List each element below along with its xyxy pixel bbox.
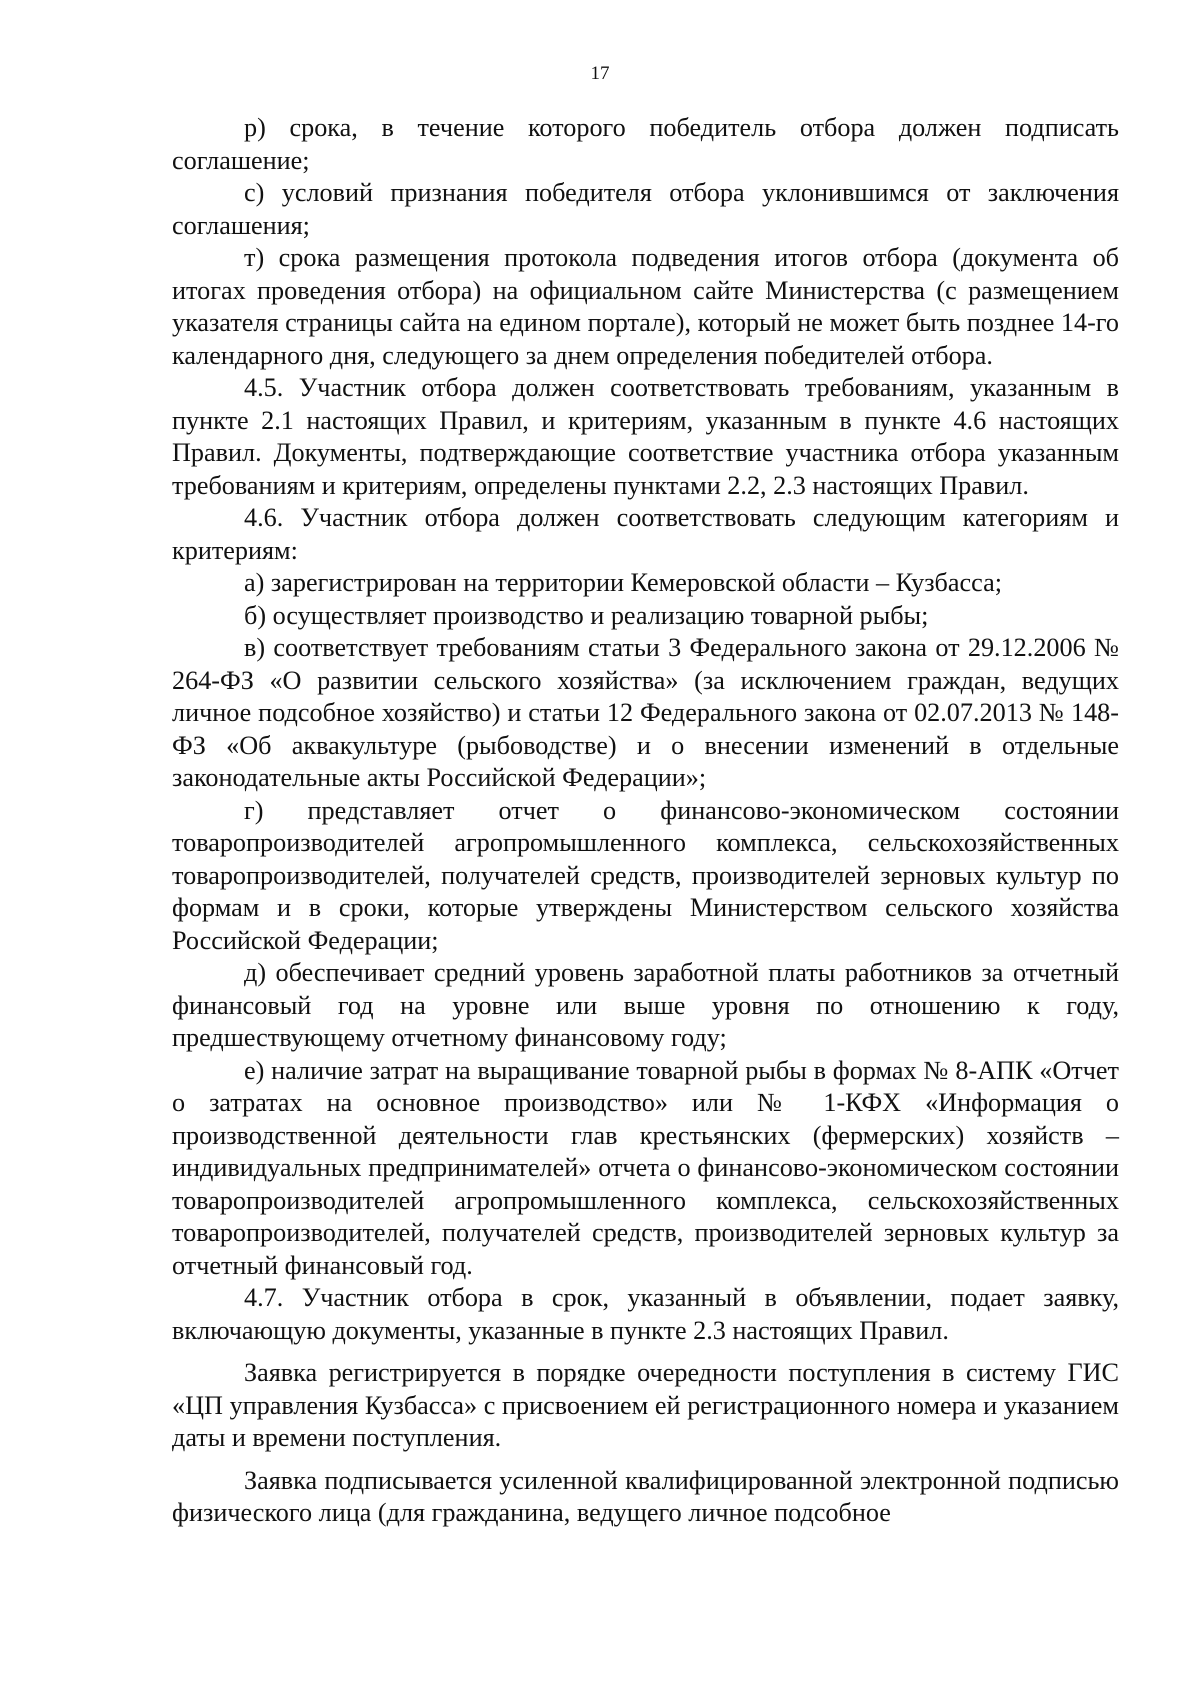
paragraph-g: г) представляет отчет о финансово-экономическом состоянии товаропроизводителей агропромышленного комплекса, сельскохозяйственных товаропроизводителей, получателей средств, производителей зерновых культур по формам и в сроки, которые утверждены Министерством сельского хозяйства Российской Федерации; [172,795,1119,955]
page-number: 17 [590,63,610,84]
paragraph-s: с) условий признания победителя отбора уклонившимся от заключения соглашения; [172,178,1119,240]
paragraph-registration: Заявка регистрируется в порядке очередности поступления в систему ГИС «ЦП управления Кузбасса» с присвоением ей регистрационного номера и указанием даты и времени поступления. [172,1358,1119,1452]
paragraph-4-7: 4.7. Участник отбора в срок, указанный в объявлении, подает заявку, включающую документы, указанные в пункте 2.3 настоящих Правил. [172,1283,1119,1345]
paragraph-a: а) зарегистрирован на территории Кемеровской области – Кузбасса; [244,568,1002,597]
paragraph-4-5: 4.5. Участник отбора должен соответствовать требованиям, указанным в пункте 2.1 настоящих Правил, и критериям, указанным в пункте 4.6 настоящих Правил. Документы, подтверждающие соответствие участника отбора указанным требованиям и критериям, определены пунктами 2.2, 2.3 настоящих Правил. [172,373,1119,500]
paragraph-d: д) обеспечивает средний уровень заработной платы работников за отчетный финансовый год на уровне или выше уровня по отношению к году, предшествующему отчетному финансовому году; [172,958,1119,1052]
paragraph-v: в) соответствует требованиям статьи 3 Федерального закона от 29.12.2006 № 264-ФЗ «О развитии сельского хозяйства» (за исключением граждан, ведущих личное подсобное хозяйство) и статьи 12 Федерального закона от 02.07.2013 № 148-ФЗ «Об аквакультуре (рыбоводстве) и о внесении изменений в отдельные законодательные акты Российской Федерации»; [172,633,1119,792]
paragraph-signature: Заявка подписывается усиленной квалифицированной электронной подписью физического лица (для гражданина, ведущего личное подсобное [172,1465,1119,1527]
paragraph-r: р) срока, в течение которого победитель отбора должен подписать соглашение; [172,113,1119,175]
paragraph-e: е) наличие затрат на выращивание товарной рыбы в формах № 8-АПК «Отчет о затратах на основное производство» или № 1-КФХ «Информация о производственной деятельности глав крестьянских (фермерских) хозяйств – индивидуальных предпринимателей» отчета о финансово-экономическом состоянии товаропроизводителей агропромышленного комплекса, сельскохозяйственных товаропроизводителей, получателей средств, производителей зерновых культур за отчетный финансовый год. [172,1055,1119,1280]
paragraph-4-6: 4.6. Участник отбора должен соответствовать следующим категориям и критериям: [172,503,1119,565]
paragraph-t: т) срока размещения протокола подведения итогов отбора (документа об итогах проведения отбора) на официальном сайте Министерства (с размещением указателя страницы сайта на едином портале), который не может быть позднее 14-го календарного дня, следующего за днем определения победителей отбора. [172,243,1119,370]
document-body [172,112,1119,1530]
paragraph-b: б) осуществляет производство и реализацию товарной рыбы; [244,600,929,630]
